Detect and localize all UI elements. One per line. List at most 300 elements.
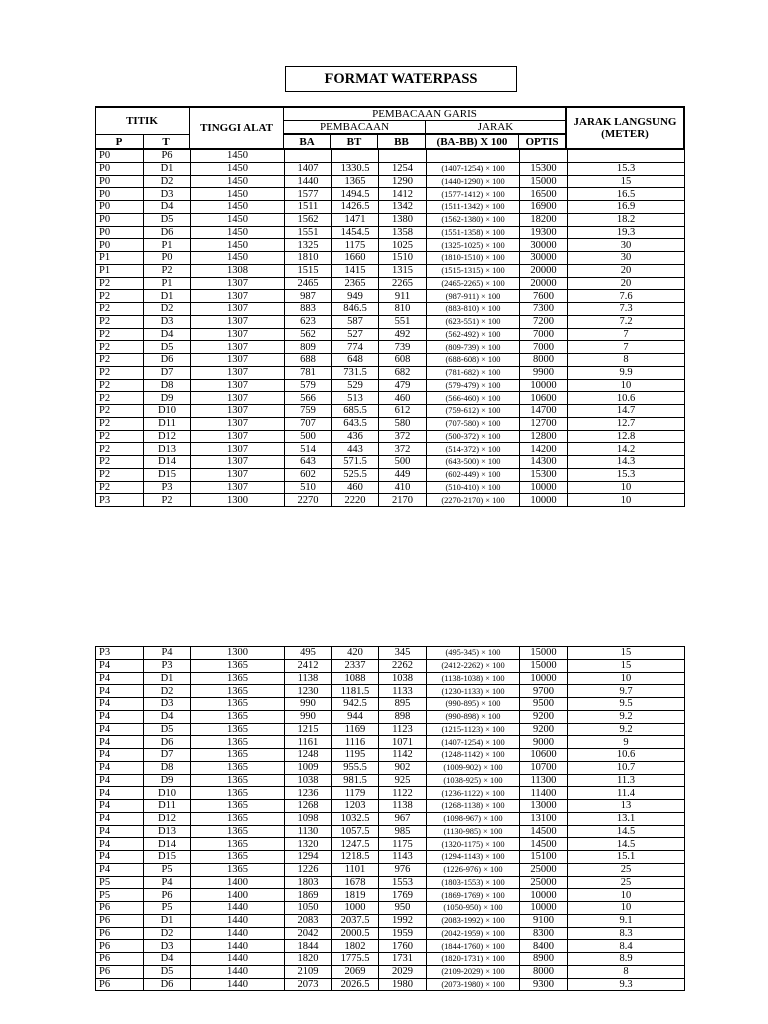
table-cell: D1	[144, 290, 191, 303]
table-cell: P4	[96, 761, 144, 774]
table-cell: P2	[96, 315, 144, 328]
table-cell: D8	[144, 379, 191, 392]
table-cell: 1307	[191, 417, 285, 430]
table-cell: 9700	[520, 685, 568, 698]
table-row	[96, 659, 685, 672]
table-cell: 420	[332, 647, 379, 660]
table-cell: (602-449) × 100	[427, 468, 520, 481]
table-cell: 1143	[379, 851, 427, 864]
table-cell: 345	[379, 647, 427, 660]
table-cell: P2	[144, 264, 191, 277]
table-cell: P0	[96, 226, 144, 239]
table-cell: (707-580) × 100	[427, 417, 520, 430]
table-cell: P4	[96, 710, 144, 723]
table-cell: P5	[144, 863, 191, 876]
table-cell: (579-479) × 100	[427, 379, 520, 392]
table-cell: 513	[332, 392, 379, 405]
table-cell: 12.8	[568, 430, 685, 443]
table-row	[96, 264, 685, 277]
table-cell: (500-372) × 100	[427, 430, 520, 443]
table-cell: 7000	[520, 341, 568, 354]
table-cell: 949	[332, 290, 379, 303]
table-cell: 1440	[285, 175, 332, 188]
table-cell: 9.2	[568, 723, 685, 736]
table-row	[96, 851, 685, 864]
table-cell: 2069	[332, 965, 379, 978]
table-cell: 1307	[191, 290, 285, 303]
table-row	[96, 953, 685, 966]
table-cell: D13	[144, 443, 191, 456]
table-cell: D9	[144, 392, 191, 405]
table-cell: 1365	[191, 800, 285, 813]
table-cell: 1510	[379, 252, 427, 265]
table-cell: 942.5	[332, 698, 379, 711]
table-cell: 14.7	[568, 405, 685, 418]
table-cell	[379, 150, 427, 163]
table-cell: 643	[285, 456, 332, 469]
table-cell: 10	[568, 379, 685, 392]
table-cell: (1268-1138) × 100	[427, 800, 520, 813]
table-cell: P0	[96, 188, 144, 201]
table-cell: D6	[144, 226, 191, 239]
table-row	[96, 914, 685, 927]
table-cell: 10700	[520, 761, 568, 774]
table-cell: P2	[96, 366, 144, 379]
table-cell: P2	[96, 417, 144, 430]
table-cell: P0	[96, 162, 144, 175]
table-cell: 967	[379, 812, 427, 825]
table-row	[96, 863, 685, 876]
table-row	[96, 175, 685, 188]
table-cell: 1175	[379, 838, 427, 851]
table-cell: 20	[568, 277, 685, 290]
table-cell: P0	[144, 252, 191, 265]
table-cell: 602	[285, 468, 332, 481]
table-cell: P0	[96, 239, 144, 252]
table-row	[96, 710, 685, 723]
table-cell: (1325-1025) × 100	[427, 239, 520, 252]
data-table-page-2	[95, 646, 685, 991]
table-cell: 1365	[191, 710, 285, 723]
table-cell: (495-345) × 100	[427, 647, 520, 660]
table-cell: 1365	[191, 812, 285, 825]
header-optis: OPTIS	[525, 135, 559, 148]
table-cell: 443	[332, 443, 379, 456]
table-cell: 1057.5	[332, 825, 379, 838]
table-cell: 1454.5	[332, 226, 379, 239]
table-cell	[520, 150, 568, 163]
table-cell: 1412	[379, 188, 427, 201]
table-cell: D5	[144, 213, 191, 226]
table-row	[96, 736, 685, 749]
table-cell: 1254	[379, 162, 427, 175]
table-cell: 1307	[191, 405, 285, 418]
table-cell: (1038-925) × 100	[427, 774, 520, 787]
table-cell: P2	[96, 392, 144, 405]
table-cell: 1307	[191, 354, 285, 367]
table-cell: 14500	[520, 825, 568, 838]
table-cell: 1268	[285, 800, 332, 813]
table-cell: 20000	[520, 277, 568, 290]
table-cell: 1307	[191, 277, 285, 290]
table-cell: 902	[379, 761, 427, 774]
header-jarak-langsung: JARAK LANGSUNG (METER)	[573, 116, 677, 140]
table-cell: 2042	[285, 927, 332, 940]
table-cell: 10.7	[568, 761, 685, 774]
table-cell: 7	[568, 341, 685, 354]
table-cell: 1494.5	[332, 188, 379, 201]
table-cell: P4	[96, 659, 144, 672]
table-cell: 15000	[520, 175, 568, 188]
table-cell: 7200	[520, 315, 568, 328]
table-cell: 10600	[520, 392, 568, 405]
table-cell: 1365	[191, 672, 285, 685]
table-cell: 987	[285, 290, 332, 303]
table-cell: (1320-1175) × 100	[427, 838, 520, 851]
table-cell: 16.9	[568, 201, 685, 214]
table-cell: D1	[144, 162, 191, 175]
table-cell: D2	[144, 175, 191, 188]
table-cell: 1236	[285, 787, 332, 800]
table-cell: 15.3	[568, 162, 685, 175]
table-cell: D6	[144, 354, 191, 367]
table-cell: D2	[144, 303, 191, 316]
table-row	[96, 978, 685, 991]
header-ba: BA	[299, 135, 315, 148]
table-cell: (1230-1133) × 100	[427, 685, 520, 698]
table-row	[96, 354, 685, 367]
table-cell: P4	[96, 685, 144, 698]
table-cell: 8.9	[568, 953, 685, 966]
table-cell: 1203	[332, 800, 379, 813]
table-cell: 8900	[520, 953, 568, 966]
table-cell: 809	[285, 341, 332, 354]
table-cell: 2083	[285, 914, 332, 927]
table-cell: P6	[96, 953, 144, 966]
table-cell: 15000	[520, 659, 568, 672]
table-cell: 1116	[332, 736, 379, 749]
table-cell: 1365	[332, 175, 379, 188]
table-cell: 1123	[379, 723, 427, 736]
table-cell: 1122	[379, 787, 427, 800]
table-cell: 14700	[520, 405, 568, 418]
table-cell: 1760	[379, 940, 427, 953]
table-cell: 1562	[285, 213, 332, 226]
header-bb: BB	[394, 135, 409, 148]
table-row	[96, 456, 685, 469]
table-cell: 372	[379, 430, 427, 443]
table-cell: P2	[96, 468, 144, 481]
table-cell: 1553	[379, 876, 427, 889]
table-cell: P2	[96, 379, 144, 392]
table-cell: 612	[379, 405, 427, 418]
table-cell: 1802	[332, 940, 379, 953]
table-cell: 1325	[285, 239, 332, 252]
table-cell: 9.2	[568, 710, 685, 723]
table-cell: P1	[96, 252, 144, 265]
table-cell: 495	[285, 647, 332, 660]
table-row	[96, 787, 685, 800]
table-cell: 981.5	[332, 774, 379, 787]
table-cell: 1577	[285, 188, 332, 201]
table-cell: P4	[96, 774, 144, 787]
table-cell: 1365	[191, 685, 285, 698]
table-cell: 1307	[191, 315, 285, 328]
table-cell: 1380	[379, 213, 427, 226]
table-cell: 1471	[332, 213, 379, 226]
table-cell: 1181.5	[332, 685, 379, 698]
table-cell: 682	[379, 366, 427, 379]
table-cell: D3	[144, 188, 191, 201]
table-cell: P2	[144, 494, 191, 507]
table-cell: 759	[285, 405, 332, 418]
table-cell: 1365	[191, 698, 285, 711]
table-cell: 525.5	[332, 468, 379, 481]
table-cell: 1330.5	[332, 162, 379, 175]
table-cell: 731.5	[332, 366, 379, 379]
table-cell: 16900	[520, 201, 568, 214]
table-cell: (643-500) × 100	[427, 456, 520, 469]
table-cell: 9.9	[568, 366, 685, 379]
table-cell: 7600	[520, 290, 568, 303]
table-cell: 1678	[332, 876, 379, 889]
table-cell: 7	[568, 328, 685, 341]
table-cell: (781-682) × 100	[427, 366, 520, 379]
table-row	[96, 239, 685, 252]
table-cell: 9100	[520, 914, 568, 927]
table-row	[96, 328, 685, 341]
table-cell: 14300	[520, 456, 568, 469]
table-cell: D10	[144, 405, 191, 418]
table-cell: 1315	[379, 264, 427, 277]
table-cell: 1290	[379, 175, 427, 188]
table-cell: (2270-2170) × 100	[427, 494, 520, 507]
table-cell: 1307	[191, 443, 285, 456]
table-cell: 15100	[520, 851, 568, 864]
table-row	[96, 213, 685, 226]
table-cell: 1175	[332, 239, 379, 252]
table-row	[96, 366, 685, 379]
table-cell: P0	[96, 150, 144, 163]
table-cell: 8.3	[568, 927, 685, 940]
table-cell: 1775.5	[332, 953, 379, 966]
table-cell: 990	[285, 698, 332, 711]
table-cell: 7.3	[568, 303, 685, 316]
table-cell: 11300	[520, 774, 568, 787]
table-cell: 11400	[520, 787, 568, 800]
table-cell: 8400	[520, 940, 568, 953]
table-cell: 1450	[191, 188, 285, 201]
table-cell: (1551-1358) × 100	[427, 226, 520, 239]
table-cell: 944	[332, 710, 379, 723]
table-cell	[285, 150, 332, 163]
table-cell: P6	[96, 927, 144, 940]
table-cell: 1365	[191, 723, 285, 736]
table-cell: P4	[96, 851, 144, 864]
table-cell: D4	[144, 953, 191, 966]
table-cell: 1230	[285, 685, 332, 698]
table-cell: 14.3	[568, 456, 685, 469]
table-cell: 1342	[379, 201, 427, 214]
table-cell: 781	[285, 366, 332, 379]
table-row	[96, 392, 685, 405]
table-cell: 10.6	[568, 749, 685, 762]
table-cell: 1440	[191, 914, 285, 927]
table-row	[96, 443, 685, 456]
table-cell: D10	[144, 787, 191, 800]
table-row	[96, 927, 685, 940]
table-cell: P4	[96, 787, 144, 800]
table-cell: D4	[144, 201, 191, 214]
table-cell: D7	[144, 749, 191, 762]
table-cell: 562	[285, 328, 332, 341]
table-cell: (759-612) × 100	[427, 405, 520, 418]
table-cell: 10.6	[568, 392, 685, 405]
table-row	[96, 749, 685, 762]
table-cell: D12	[144, 430, 191, 443]
table-cell: 9.5	[568, 698, 685, 711]
table-cell: 1440	[191, 978, 285, 991]
table-cell: 8.4	[568, 940, 685, 953]
table-row	[96, 965, 685, 978]
table-cell: 9.3	[568, 978, 685, 991]
table-cell: P3	[144, 481, 191, 494]
table-cell: 985	[379, 825, 427, 838]
table-cell: 13100	[520, 812, 568, 825]
table-cell: 30000	[520, 239, 568, 252]
table-cell: P2	[96, 328, 144, 341]
table-cell: 1307	[191, 481, 285, 494]
table-cell: (987-911) × 100	[427, 290, 520, 303]
table-cell: (2083-1992) × 100	[427, 914, 520, 927]
table-cell: 579	[285, 379, 332, 392]
table-cell: 685.5	[332, 405, 379, 418]
table-cell: 436	[332, 430, 379, 443]
table-row	[96, 379, 685, 392]
table-cell: P2	[96, 354, 144, 367]
table-cell: 11.3	[568, 774, 685, 787]
table-cell: D3	[144, 940, 191, 953]
table-cell: (809-739) × 100	[427, 341, 520, 354]
table-cell: 1307	[191, 303, 285, 316]
table-cell: 8000	[520, 965, 568, 978]
table-cell: P4	[96, 723, 144, 736]
table-cell: 1440	[191, 965, 285, 978]
table-row	[96, 341, 685, 354]
table-cell: 1365	[191, 749, 285, 762]
table-cell: 1025	[379, 239, 427, 252]
table-row	[96, 303, 685, 316]
table-row	[96, 430, 685, 443]
table-cell: D6	[144, 978, 191, 991]
table-cell: D11	[144, 800, 191, 813]
table-cell: (688-608) × 100	[427, 354, 520, 367]
table-cell: 15	[568, 659, 685, 672]
table-cell: 1515	[285, 264, 332, 277]
table-cell: (1810-1510) × 100	[427, 252, 520, 265]
table-cell: 2270	[285, 494, 332, 507]
table-cell: 1365	[191, 774, 285, 787]
table-row	[96, 162, 685, 175]
table-cell: 1959	[379, 927, 427, 940]
table-cell: P6	[96, 965, 144, 978]
table-cell: 1101	[332, 863, 379, 876]
table-cell: (514-372) × 100	[427, 443, 520, 456]
table-cell: 510	[285, 481, 332, 494]
table-cell: 30	[568, 252, 685, 265]
table-cell: D4	[144, 710, 191, 723]
table-cell: 500	[285, 430, 332, 443]
table-cell: D13	[144, 825, 191, 838]
table-cell: (623-551) × 100	[427, 315, 520, 328]
table-cell: 1992	[379, 914, 427, 927]
table-cell: P2	[96, 481, 144, 494]
table-cell: 1138	[285, 672, 332, 685]
table-cell: D3	[144, 698, 191, 711]
table-cell: P3	[96, 647, 144, 660]
table-cell: 1248	[285, 749, 332, 762]
table-cell: 14.5	[568, 838, 685, 851]
table-cell: 1803	[285, 876, 332, 889]
table-cell: P4	[96, 838, 144, 851]
table-cell: 25000	[520, 876, 568, 889]
table-row	[96, 201, 685, 214]
table-cell: (990-895) × 100	[427, 698, 520, 711]
table-cell: D12	[144, 812, 191, 825]
table-cell: 1407	[285, 162, 332, 175]
table-row	[96, 940, 685, 953]
table-cell: P2	[96, 341, 144, 354]
table-cell: D9	[144, 774, 191, 787]
table-cell: (1050-950) × 100	[427, 902, 520, 915]
table-cell: 976	[379, 863, 427, 876]
table-cell	[427, 150, 520, 163]
table-cell: 15300	[520, 162, 568, 175]
table-row	[96, 723, 685, 736]
table-cell: 500	[379, 456, 427, 469]
table-cell: D2	[144, 685, 191, 698]
table-cell: P3	[96, 494, 144, 507]
table-cell: D7	[144, 366, 191, 379]
table-cell: 492	[379, 328, 427, 341]
table-cell: 8	[568, 354, 685, 367]
table-cell: (2465-2265) × 100	[427, 277, 520, 290]
table-cell: (1511-1342) × 100	[427, 201, 520, 214]
table-cell: P2	[96, 430, 144, 443]
table-cell: P4	[96, 736, 144, 749]
data-table-page-1	[95, 149, 685, 507]
table-cell: 25	[568, 863, 685, 876]
table-cell: 1365	[191, 825, 285, 838]
table-cell: 1088	[332, 672, 379, 685]
table-cell: D8	[144, 761, 191, 774]
table-cell: P2	[96, 277, 144, 290]
table-cell: 10	[568, 889, 685, 902]
table-cell: 1844	[285, 940, 332, 953]
table-cell: P6	[96, 978, 144, 991]
table-cell: P6	[96, 940, 144, 953]
table-cell: 1358	[379, 226, 427, 239]
table-row	[96, 226, 685, 239]
table-cell: 1440	[191, 940, 285, 953]
table-cell: 1226	[285, 863, 332, 876]
table-cell: 16500	[520, 188, 568, 201]
table-cell: (883-810) × 100	[427, 303, 520, 316]
table-cell: 1450	[191, 201, 285, 214]
table-row	[96, 761, 685, 774]
table-cell: P6	[144, 150, 191, 163]
table-cell: (510-410) × 100	[427, 481, 520, 494]
